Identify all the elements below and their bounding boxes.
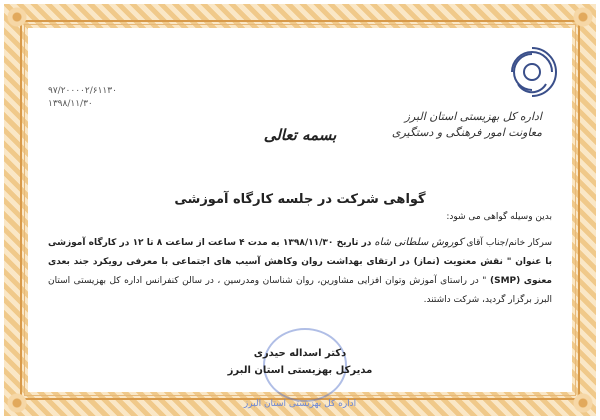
corner-ornament — [572, 392, 594, 414]
certificate-paragraph — [48, 233, 552, 310]
paragraph-part-2: در تاریخ ۱۳۹۸/۱۱/۳۰ به مدت ۴ ساعت از ساعت ۸ تا ۱۲ در کارگاه آموزشی با عنوان " نقش معنویت (نماز) در ارتقای بهداشت روان وکاهش آسیب های اجتماعی با معرفی رویکرد جند بعدی معنوی — [48, 238, 552, 286]
department-name: معاونت امور فرهنگی و دستگیری — [391, 126, 542, 139]
document-body — [28, 28, 572, 409]
corner-ornament — [6, 392, 28, 414]
reference-number: ۹۷/۲۰۰۰۰۲/۶۱۱۳۰ — [48, 86, 117, 96]
organization-logo-icon — [504, 44, 560, 100]
certificate-title: گواهی شرکت در جلسه کارگاه آموزشی — [174, 192, 426, 207]
issue-date: ۱۳۹۸/۱۱/۳۰ — [48, 99, 93, 109]
organization-name: اداره کل بهزیستی استان البرز — [404, 110, 542, 123]
intro-text: بدین وسیله گواهی می شود: — [446, 212, 552, 222]
stamp-text: اداره کل بهزیستی استان البرز — [243, 399, 357, 409]
invocation: بسمه تعالی — [263, 126, 337, 144]
signatory-name: دکتر اسداله حیدری — [253, 348, 347, 359]
corner-ornament — [572, 6, 594, 28]
paragraph-part-1: سرکار خانم/جناب آقای — [466, 238, 552, 248]
corner-ornament — [6, 6, 28, 28]
paragraph-part-3: (SMP) — [489, 276, 521, 286]
paragraph-part-4: " در راستای آموزش وتوان افزایی مشاورین، روان شناسان ومدرسین ، در سالن کنفرانس اداره کل بهزیستی استان البرز برگزار گردید، شرکت داشتند. — [48, 276, 552, 305]
participant-name: کوروش سلطانی شاه — [374, 237, 464, 248]
signatory-position: مدیرکل بهزیستی استان البرز — [227, 365, 373, 376]
